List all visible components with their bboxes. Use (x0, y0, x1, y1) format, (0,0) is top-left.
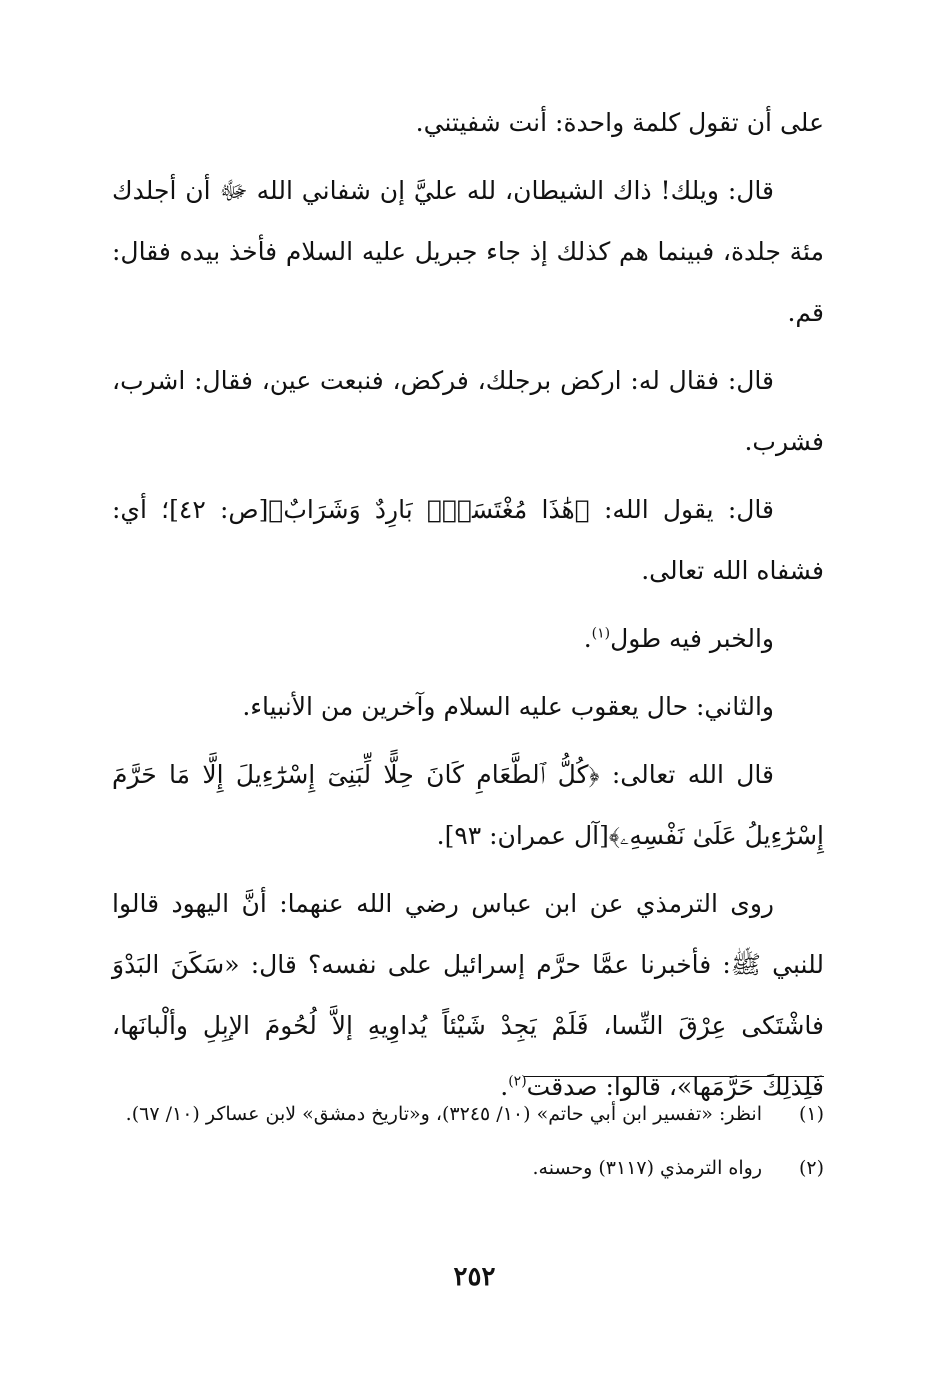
paragraph-3-text: قال: فقال له: اركض برجلك، فركض، فنبعت عين، فقال: اشرب، فشرب. (112, 366, 824, 456)
paragraph-8 (112, 873, 824, 1117)
page-number: ٢٥٢ (453, 1262, 496, 1292)
paragraph-6-text: والثاني: حال يعقوب عليه السلام وآخرين من الأنبياء. (242, 692, 774, 721)
paragraph-2 (112, 160, 824, 343)
paragraph-8-text: روى الترمذي عن ابن عباس رضي الله عنهما: أنَّ اليهود قالوا للنبي ﷺ: فأخبرنا عمَّا حرَّم إسرائيل على نفسه؟ قال: «سَكَنَ البَدْوَ فاشْتَكى عِرْقَ النِّسا، فَلَمْ يَجِدْ شَيْئاً يُداوِيهِ إلاَّ لُحُومَ الإبِلِ وألْبانَها، فَلِذلِكَ حَرَّمَها»، قالوا: صدقت (112, 889, 824, 1101)
paragraph-2-text: قال: ويلك! ذاك الشيطان، لله عليَّ إن شفاني الله ﷻ أن أجلدك مئة جلدة، فبينما هم كذلك إذ جاء جبريل عليه السلام فأخذ بيده فقال: قم. (112, 176, 824, 327)
paragraph-5-text: والخبر فيه طول (610, 624, 774, 653)
footnotes (112, 1092, 824, 1200)
paragraph-3 (112, 350, 824, 472)
paragraph-4-rest: [ص: ٤٢]؛ أي: فشفاه الله تعالى. (112, 495, 824, 585)
footnote-2-number: (٢) (798, 1157, 824, 1179)
paragraph-6 (112, 676, 824, 737)
footnote-separator (524, 1076, 824, 1077)
footnote-2 (112, 1146, 824, 1190)
paragraph-5 (112, 608, 824, 669)
paragraph-1 (112, 92, 824, 153)
footnote-1 (112, 1092, 824, 1136)
footnote-ref-2[interactable]: (٢) (508, 1073, 527, 1090)
quran-verse-al-imran-93: ﴿كُلُّ ٱلطَّعَامِ كَانَ حِلًّا لِّبَنِىٓ إِسْرَٰٓءِيلَ إِلَّا مَا حَرَّمَ إِسْرَٰٓءِيلُ عَلَىٰ نَفْسِهِۦ﴾ (112, 760, 824, 850)
paragraph-7-rest: [آل عمران: ٩٣]. (436, 821, 609, 850)
paragraph-7 (112, 744, 824, 866)
paragraph-4 (112, 479, 824, 601)
quran-verse-sad-42: ﴿هَٰذَا مُغْتَسَلٌۢ بَارِدٌ وَشَرَابٌ﴾ (268, 495, 590, 524)
main-text (112, 92, 824, 1124)
footnote-1-number: (١) (798, 1103, 824, 1125)
paragraph-5-end: . (583, 624, 592, 653)
footnote-ref-1[interactable]: (١) (591, 625, 611, 642)
paragraph-7-intro: قال الله تعالى: (599, 760, 774, 789)
paragraph-1-text: على أن تقول كلمة واحدة: أنت شفيتني. (415, 108, 824, 137)
footnote-2-text: رواه الترمذي (٣١١٧) وحسنه. (532, 1157, 762, 1179)
paragraph-8-end: . (500, 1072, 509, 1101)
footnote-1-text: انظر: «تفسير ابن أبي حاتم» (١٠/ ٣٢٤٥)، و«تاريخ دمشق» لابن عساكر (١٠/ ٦٧). (125, 1103, 762, 1125)
paragraph-4-intro: قال: يقول الله: (589, 495, 774, 524)
